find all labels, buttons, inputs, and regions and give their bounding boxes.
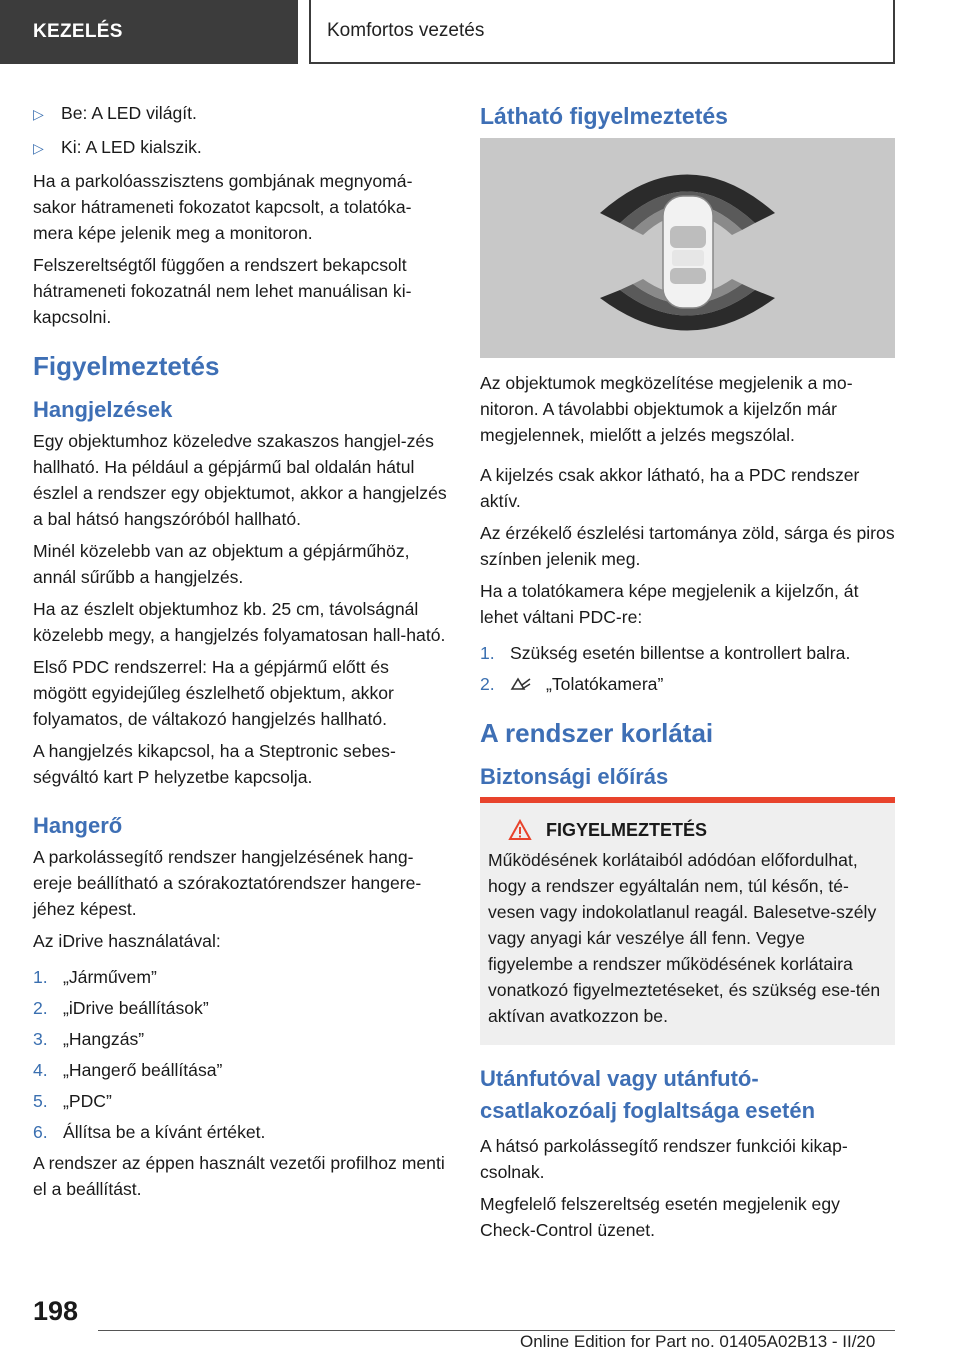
step-text: „Járművem”: [63, 967, 157, 987]
paragraph: A hátsó parkolássegítő rendszer funkciói kikap-csolnak.: [480, 1136, 848, 1182]
step-text: „Tolatókamera”: [546, 674, 664, 694]
step-number: 1.: [480, 643, 495, 663]
step-item: [33, 995, 447, 1021]
paragraph: Az objektumok megközelítése megjelenik a mo-nitoron. A távolabbi objektumok a kijelzőn már megjelennek, mielőtt a jelzés megszólal.: [480, 373, 853, 445]
warning-title: FIGYELMEZTETÉS: [546, 820, 708, 840]
paragraph: A hangjelzés kikapcsol, ha a Steptronic sebes-ségváltó kart P helyzetbe kapcsolja.: [33, 741, 396, 787]
warning-triangle-icon: [508, 819, 532, 841]
step-number: 3.: [33, 1029, 48, 1049]
heading-trailer: Utánfutóval vagy utánfutó-csatlakozóalj foglaltsága esetén: [480, 1066, 816, 1123]
step-number: 2.: [480, 674, 495, 694]
paragraph: Minél közelebb van az objektum a gépjárműhöz, annál sűrűbb a hangjelzés.: [33, 541, 410, 587]
step-item: [33, 1119, 447, 1145]
edition-note: Online Edition for Part no. 01405A02B13 - II/20: [520, 1332, 876, 1351]
section-title: KEZELÉS: [33, 21, 123, 42]
bullet-text: Be: A LED világít.: [61, 103, 197, 123]
step-number: 5.: [33, 1091, 48, 1111]
section-tab: [0, 0, 298, 64]
step-number: 6.: [33, 1122, 48, 1142]
camera-grid-icon: [510, 675, 532, 693]
steps-list: [480, 640, 895, 697]
heading-warning: Figyelmeztetés: [33, 351, 220, 381]
paragraph: Az érzékelő észlelési tartománya zöld, sárga és piros színben jelenik meg.: [480, 523, 895, 569]
step-text: „PDC”: [63, 1091, 112, 1111]
paragraph: Ha a tolatókamera képe megjelenik a kijelzőn, át lehet váltani PDC-re:: [480, 581, 859, 627]
step-number: 1.: [33, 967, 48, 987]
step-item: [480, 671, 895, 697]
step-text: „iDrive beállítások”: [63, 998, 209, 1018]
heading-safety: Biztonsági előírás: [480, 764, 669, 789]
heading-sounds: Hangjelzések: [33, 397, 173, 422]
paragraph: A rendszer az éppen használt vezetői profilhoz menti el a beállítást.: [33, 1153, 445, 1199]
warning-box: [480, 797, 895, 1045]
bullet-text: Ki: A LED kialszik.: [61, 137, 202, 157]
paragraph: Ha az észlelt objektumhoz kb. 25 cm, távolságnál közelebb megy, a hangjelzés folyamatosan hall-ható.: [33, 599, 446, 645]
step-text: „Hangerő beállítása”: [63, 1060, 223, 1080]
triangle-bullet-icon: ▷: [33, 140, 44, 156]
paragraph: Egy objektumhoz közeledve szakaszos hangjel-zés hallható. Ha például a gépjármű bal oldalán hátul észlel a rendszer egy objektumot, akkor a hangjelzés a bal hátsó hangszóróból hallható.: [33, 431, 447, 529]
steps-list: [33, 964, 447, 1145]
step-item: [33, 1088, 447, 1114]
list-item: [33, 100, 447, 127]
list-item: [33, 134, 447, 161]
paragraph: Megfelelő felszereltség esetén megjelenik egy Check-Control üzenet.: [480, 1194, 840, 1240]
heading-visible-warning: Látható figyelmeztetés: [480, 103, 728, 129]
paragraph: A parkolássegítő rendszer hangjelzésének hang-ereje beállítható a szórakoztatórendszer hangere-jéhez képest.: [33, 847, 422, 919]
step-item: [33, 1026, 447, 1052]
paragraph: Felszereltségtől függően a rendszert bekapcsolt hátrameneti fokozatnál nem lehet manuálisan ki-kapcsolni.: [33, 255, 412, 327]
chapter-tab: [309, 0, 895, 64]
step-item: [33, 964, 447, 990]
heading-system-limits: A rendszer korlátai: [480, 718, 714, 748]
step-item: [33, 1057, 447, 1083]
footer-divider: [98, 1330, 895, 1331]
step-number: 4.: [33, 1060, 48, 1080]
step-number: 2.: [33, 998, 48, 1018]
right-column: [480, 100, 895, 1249]
paragraph: A kijelzés csak akkor látható, ha a PDC rendszer aktív.: [480, 465, 860, 511]
page-number: 198: [33, 1296, 79, 1326]
heading-volume: Hangerő: [33, 813, 123, 838]
step-text: Szükség esetén billentse a kontrollert balra.: [510, 643, 851, 663]
step-item: [480, 640, 895, 666]
chapter-title: Komfortos vezetés: [327, 20, 485, 41]
triangle-bullet-icon: ▷: [33, 106, 44, 122]
paragraph: Az iDrive használatával:: [33, 931, 221, 951]
pdc-display-illustration: [480, 138, 895, 358]
paragraph: Ha a parkolóasszisztens gombjának megnyomá-sakor hátrameneti fokozatot kapcsolt, a tolatóka-mera képe jelenik meg a monitoron.: [33, 171, 413, 243]
left-column: [33, 100, 447, 1208]
step-text: „Hangzás”: [63, 1029, 145, 1049]
warning-text: Működésének korlátaiból adódóan előfordulhat, hogy a rendszer egyáltalán nem, túl későn, té-vesen vagy indokolatlanul reagál. Balesetve-szély vagy anyagi kár veszélye áll fenn. Vegye figyelembe a rendszer működésének korlátaira vonatkozó figyelmeztetéseket, és szükség ese-tén aktívan avatkozzon be.: [488, 850, 881, 1026]
paragraph: Első PDC rendszerrel: Ha a gépjármű előtt és mögött egyidejűleg észlelhető objektum, akkor folyamatos, de váltakozó hangjelzés hallható.: [33, 657, 394, 729]
warning-header: [488, 817, 887, 843]
step-text: Állítsa be a kívánt értéket.: [63, 1122, 266, 1142]
